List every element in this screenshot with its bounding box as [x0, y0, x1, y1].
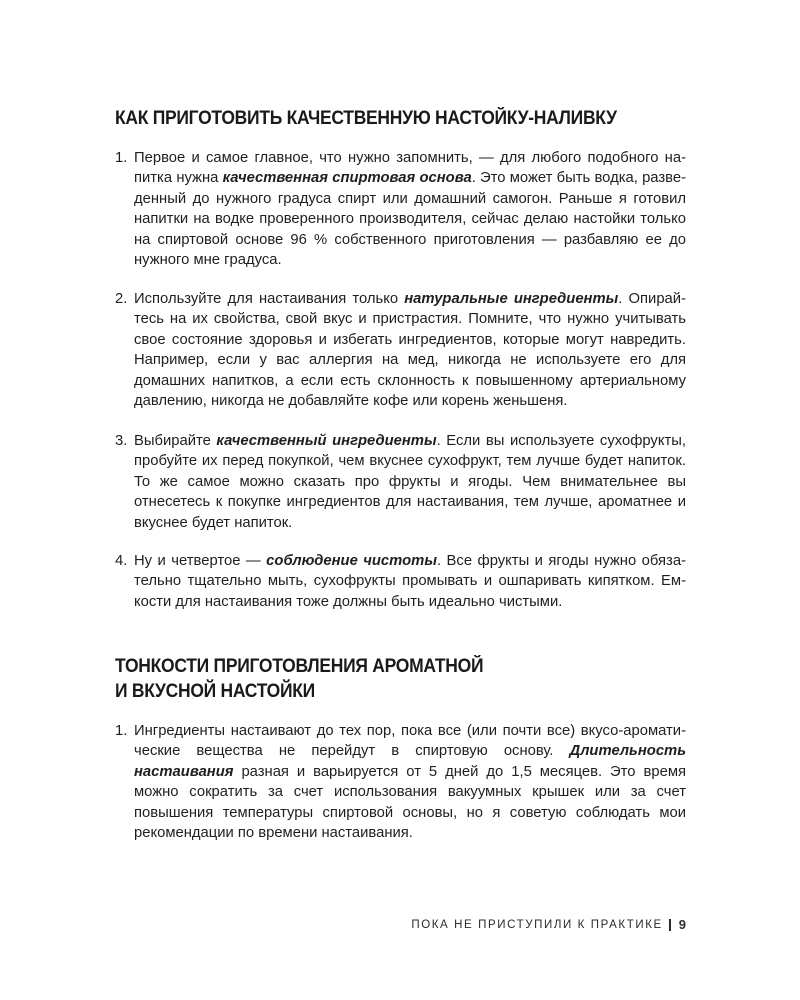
running-title: ПОКА НЕ ПРИСТУПИЛИ К ПРАКТИКЕ	[411, 918, 663, 931]
list-item-1-1	[115, 148, 686, 270]
list-text: Ну и четвертое — соблюдение чистоты. Все фрукты и ягоды нужно обязательно тщательно мыть, сухофрукты промывать и ошпаривать кипятком. Емкости для настаивания тоже должны быть идеально чистыми.	[134, 553, 687, 610]
emphasis: качественный ингредиенты	[216, 433, 437, 449]
emphasis: качественная спиртовая основа	[222, 170, 472, 187]
page-number: 9	[678, 917, 686, 932]
list-text: Ингредиенты настаивают до тех пор, пока все (или почти все) вкусо-ароматические вещества не перейдут в спиртовую основу. Длительность настаивания разная и варьируется от 5 дней до 1,5 месяцев. Это время можно сократить за счет использования вакуумных крышек или за счет повышения температуры спиртовой основы, но я советую соблюдать мои рекомендации по времени настаивания.	[134, 723, 686, 842]
emphasis: натуральные ингредиенты	[404, 291, 619, 307]
page-footer	[411, 917, 686, 932]
list-item-1-3	[115, 431, 686, 533]
list-item-2-1	[115, 721, 686, 843]
list-number: 1.	[115, 723, 128, 739]
list-text: Используйте для настаивания только натуральные ингредиенты. Опирайтесь на их свойства, свой вкус и пристрастия. Помните, что нужно учитывать свое состояние здоровья и избегать ингредиентов, которые могут навредить. Например, если у вас аллергия на мед, никогда не используете его для домашних напитков, а если есть склонность к повышенному артериальному давлению, никогда не добавляйте кофе или корень женьшеня.	[134, 291, 686, 410]
section-heading-1: КАК ПРИГОТОВИТЬ КАЧЕСТВЕННУЮ НАСТОЙКУ-НАЛИВКУ	[115, 108, 617, 129]
section-heading-2-line-2: И ВКУСНОЙ НАСТОЙКИ	[115, 681, 315, 702]
footer-divider	[669, 919, 671, 931]
list-number: 3.	[115, 433, 128, 449]
list-number: 2.	[115, 291, 128, 307]
emphasis: соблюдение чистоты	[266, 553, 437, 569]
emphasis: Длительность настаивания	[134, 743, 686, 780]
list-number: 4.	[115, 553, 128, 569]
section-heading-2	[115, 654, 483, 704]
section-heading-2-line-1: ТОНКОСТИ ПРИГОТОВЛЕНИЯ АРОМАТНОЙ	[115, 656, 484, 677]
list-item-1-4	[115, 551, 686, 612]
list-item-1-2	[115, 289, 686, 411]
list-text: Выбирайте качественный ингредиенты. Если вы используете сухофрукты, пробуйте их перед покупкой, чем вкуснее сухофрукт, тем лучше будет напиток. То же самое можно сказать про фрукты и ягоды. Чем внимательнее вы отнесетесь к покупке ингредиентов для настаивания, тем лучше, ароматнее и вкуснее будет напиток.	[134, 433, 686, 531]
list-number: 1.	[115, 150, 128, 166]
list-text: Первое и самое главное, что нужно запомнить, — для любого подобного напитка нужна качественная спиртовая основа. Это может быть водка, разведенный до нужного градуса спирт или домашний самогон. Раньше я готовил напитки на водке проверенного производителя, сейчас делаю настойки только на спиртовой основе 96 % собственного приготовления — разбавляю ее до нужного мне градуса.	[134, 150, 687, 269]
